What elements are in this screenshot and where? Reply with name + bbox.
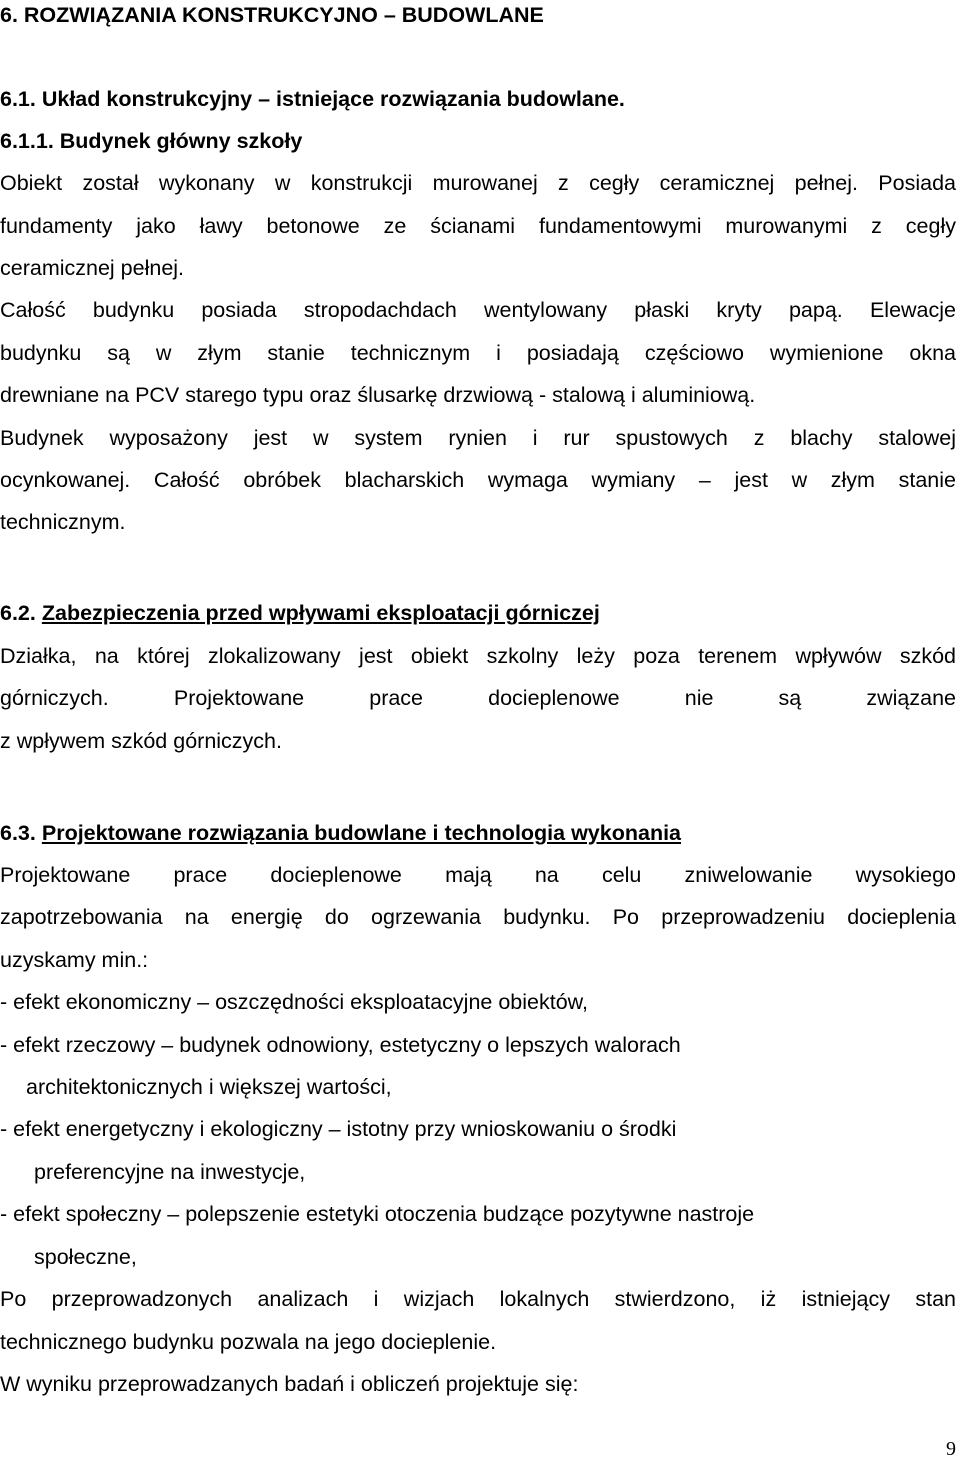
paragraph-line: górniczych. Projektowane prace docieplenowe nie są związane [0, 686, 956, 710]
section-title: Zabezpieczenia przed wpływami eksploatacji górniczej [41, 601, 600, 625]
section-6-1-heading: 6.1. Układ konstrukcyjny – istniejące rozwiązania budowlane. [0, 87, 625, 111]
paragraph-line: technicznym. [0, 510, 126, 534]
chapter-heading: 6. ROZWIĄZANIA KONSTRUKCYJNO – BUDOWLANE [0, 3, 544, 27]
paragraph-line: Całość budynku posiada stropodachdach wentylowany płaski kryty papą. Elewacje [0, 298, 956, 322]
paragraph-line: budynku są w złym stanie technicznym i posiadają częściowo wymienione okna [0, 341, 956, 365]
paragraph-line: ceramicznej pełnej. [0, 256, 185, 280]
page-number: 9 [946, 1438, 956, 1460]
section-6-3-heading [0, 818, 956, 848]
section-6-2-heading [0, 598, 956, 628]
list-item-continuation: społeczne, [34, 1245, 137, 1269]
paragraph-line: ocynkowanej. Całość obróbek blacharskich wymaga wymiany – jest w złym stanie [0, 468, 956, 492]
list-item: - efekt rzeczowy – budynek odnowiony, estetyczny o lepszych walorach [0, 1033, 681, 1057]
section-title: Projektowane rozwiązania budowlane i technologia wykonania [41, 821, 682, 845]
paragraph-line: W wyniku przeprowadzanych badań i obliczeń projektuje się: [0, 1372, 579, 1396]
paragraph-line: Obiekt został wykonany w konstrukcji murowanej z cegły ceramicznej pełnej. Posiada [0, 171, 956, 195]
paragraph-line: uzyskamy min.: [0, 948, 149, 972]
section-number: 6.2. [0, 601, 36, 625]
paragraph-line: fundamenty jako ławy betonowe ze ścianami fundamentowymi murowanymi z cegły [0, 214, 956, 238]
subsection-6-1-1-heading: 6.1.1. Budynek główny szkoły [0, 129, 303, 153]
list-item: - efekt społeczny – polepszenie estetyki otoczenia budzące pozytywne nastroje [0, 1202, 755, 1226]
paragraph-line: zapotrzebowania na energię do ogrzewania budynku. Po przeprowadzeniu docieplenia [0, 905, 956, 929]
paragraph-line: technicznego budynku pozwala na jego docieplenie. [0, 1330, 497, 1354]
paragraph-line: Po przeprowadzonych analizach i wizjach lokalnych stwierdzono, iż istniejący stan [0, 1287, 956, 1311]
paragraph-line: drewniane na PCV starego typu oraz ślusarkę drzwiową - stalową i aluminiową. [0, 383, 756, 407]
paragraph-line: Projektowane prace docieplenowe mają na celu zniwelowanie wysokiego [0, 863, 956, 887]
list-item: - efekt ekonomiczny – oszczędności eksploatacyjne obiektów, [0, 990, 588, 1014]
list-item-continuation: architektonicznych i większej wartości, [26, 1075, 392, 1099]
paragraph-line: Działka, na której zlokalizowany jest obiekt szkolny leży poza terenem wpływów szkód [0, 644, 956, 668]
paragraph-line: Budynek wyposażony jest w system rynien i rur spustowych z blachy stalowej [0, 426, 956, 450]
list-item-continuation: preferencyjne na inwestycje, [34, 1160, 306, 1184]
paragraph-line: z wpływem szkód górniczych. [0, 729, 282, 753]
list-item: - efekt energetyczny i ekologiczny – istotny przy wnioskowaniu o środki [0, 1117, 677, 1141]
section-number: 6.3. [0, 821, 36, 845]
